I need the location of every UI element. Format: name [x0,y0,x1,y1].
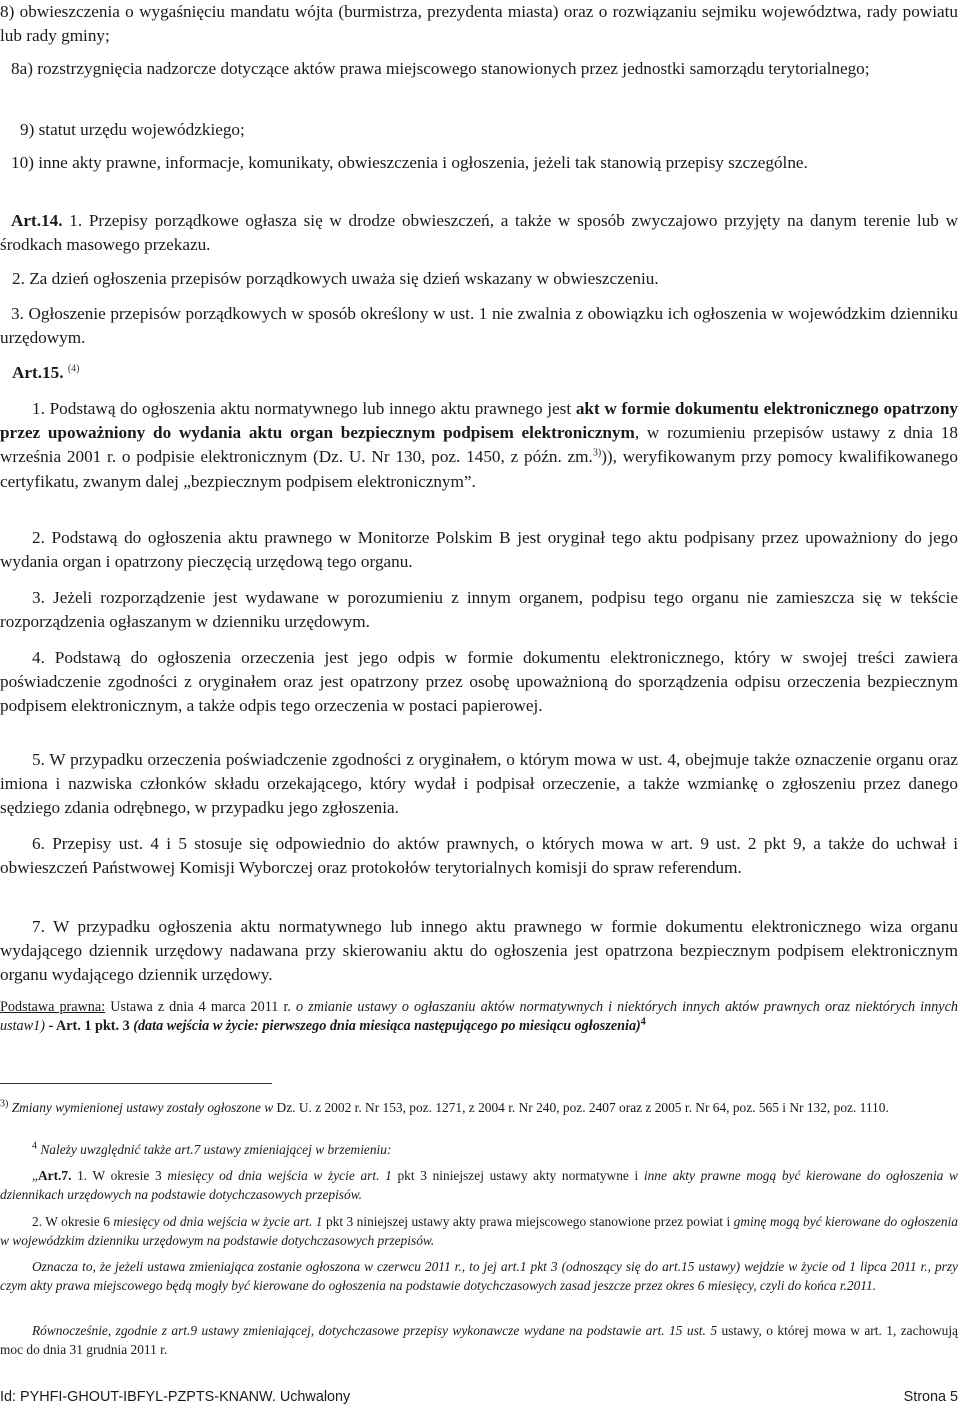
art15-paragraph-7: 7. W przypadku ogłoszenia aktu normatywnego lub innego aktu prawnego w formie dokumentu elektronicznego wiza organu wydającego dziennik urzędowy nadawana przy skierowaniu aktu do ogłoszenia jest opatrzona bezpiecznym podpisem elektronicznym organu wydającego dziennik urzędowy. [0,917,958,985]
art14-paragraph-3: 3. Ogłoszenie przepisów porządkowych w sposób określony w ust. 1 nie zwalnia z obowiązku ich ogłoszenia w wojewódzkim dzienniku urzędowym. [0,304,958,348]
footnote-4-note: Oznacza to, że jeżeli ustawa zmieniająca zostanie ogłoszona w czerwcu 2011 r., to jej art.1 pkt 3 (odnoszący się do art.15 ustawy) wejdzie w życie od 1 lipca 2011 r., przy czym akty prawa miejscowego będą mogły być kierowane do ogłoszenia na podstawie dotychczasowych zasad jeszcze przez okres 6 miesięcy, czyli do końca r.2011. [0,1259,958,1293]
footnote-4: $^4$ Należy uwzględnić także art.7 ustawy zmieniającej w brzemieniu: [32,1140,392,1157]
art15-paragraph-1: 1. Podstawą do ogłoszenia aktu normatywnego lub innego aktu prawnego jest akt w formie dokumentu elektronicznego opatrzony przez upoważniony do wydania aktu organ bezpiecznym podpisem elektronicznym, w rozumieniu przepisów ustawy z dnia 18 września 2001 r. o podpisie elektronicznym (Dz. U. Nr 130, poz. 1450, z późn. zm.$^{3)}$)), weryfikowanym przy pomocy kwalifikowanego certyfikatu, zwanym dalej „bezpiecznym podpisem elektronicznym”. [0,399,958,491]
art15-paragraph-3: 3. Jeżeli rozporządzenie jest wydawane w porozumieniu z innym organem, podpisu tego organu nie zamieszcza się w tekście rozporządzenia ogłaszanym w dzienniku urzędowym. [0,588,958,632]
list-item-9: 9) statut urzędu wojewódzkiego; [20,120,245,139]
footnote-4-closing: Równocześnie, zgodnie z art.9 ustawy zmieniającej, dotychczasowe przepisy wykonawcze wydane na podstawie art. 15 ust. 5 ustawy, o której mowa w art. 1, zachowują moc do dnia 31 grudnia 2011 r. [0,1323,958,1357]
art14-paragraph-1: Art.14. 1. Przepisy porządkowe ogłasza się w drodze obwieszczeń, a także w sposób zwyczajowo przyjęty na danym terenie lub w środkach masowego przekazu. [0,211,958,255]
list-item-10: 10) inne akty prawne, informacje, komunikaty, obwieszczenia i ogłoszenia, jeżeli tak stanowią przepisy szczególne. [11,153,808,172]
art15-footnote-ref: (4) [67,363,80,375]
footnote-4-art7-p1: „Art.7. 1. W okresie 3 miesięcy od dnia wejścia w życie art. 1 pkt 3 niniejszej ustawy akty normatywne i inne akty prawne mogą być kierowane do ogłoszenia w dziennikach urzędowych na podstawie dotychczasowych przepisów. [0,1168,958,1202]
art15-paragraph-2: 2. Podstawą do ogłoszenia aktu prawnego w Monitorze Polskim B jest oryginał tego aktu podpisany przez upoważniony do jego wydania organ i opatrzony pieczęcią urzędową tego organu. [0,528,958,572]
legal-basis-label: Podstawa prawna: [0,999,106,1015]
art15-paragraph-6: 6. Przepisy ust. 4 i 5 stosuje się odpowiednio do aktów prawnych, o których mowa w art. 9 ust. 2 pkt 9, a także do uchwał i obwieszczeń Państwowej Komisji Wyborczej oraz protokołów terytorialnych komisji do spraw referendum. [0,834,958,878]
art15-paragraph-5: 5. W przypadku orzeczenia poświadczenie zgodności z oryginałem, o którym mowa w ust. 4, obejmuje także oznaczenie organu oraz imiona i nazwiska członków składu orzekającego, który wydał i podpisał orzeczenie, a także wzmiankę o zgłoszeniu przez danego sędziego zdania odrębnego, w przypadku jego zgłoszenia. [0,750,958,818]
art15-heading: Art.15. [12,363,64,382]
footnote-3: $^{3)}$ Zmiany wymienionej ustawy zostały ogłoszone w Dz. U. z 2002 r. Nr 153, poz. 1271, z 2004 r. Nr 240, poz. 2407 oraz z 2005 r. Nr 64, poz. 565 i Nr 132, poz. 1110. [0,1098,889,1115]
art14-paragraph-2: 2. Za dzień ogłoszenia przepisów porządkowych uważa się dzień wskazany w obwieszczeniu. [12,269,659,288]
footnote-4-art7-p2: 2. W okresie 6 miesięcy od dnia wejścia w życie art. 1 pkt 3 niniejszej ustawy akty prawa miejscowego stanowione przez powiat i gminę mogą być kierowane do ogłoszenia w wojewódzkim dzienniku urzędowym na podstawie dotychczasowych przepisów. [0,1214,958,1248]
list-item-8: 8) obwieszczenia o wygaśnięciu mandatu wójta (burmistrza, prezydenta miasta) oraz o rozwiązaniu sejmiku województwa, rady powiatu lub rady gminy; [0,2,958,46]
page-number: Strona 5 [903,1389,958,1405]
list-item-8a: 8a) rozstrzygnięcia nadzorcze dotyczące aktów prawa miejscowego stanowionych przez jednostki samorządu terytorialnego; [11,59,870,78]
legal-basis: Podstawa prawna: Ustawa z dnia 4 marca 2011 r. o zmianie ustawy o ogłaszaniu aktów normatywnych i niektórych innych aktów prawnych oraz niektórych innych ustaw1) - Art. 1 pkt. 3 (data wejścia w życie: pierwszego dnia miesiąca następującego po miesiącu ogłoszenia)$^4$ [0,999,958,1034]
art14-heading: Art.14. [11,211,63,230]
footnote-separator [0,1083,272,1084]
art15-paragraph-4: 4. Podstawą do ogłoszenia orzeczenia jest jego odpis w formie dokumentu elektronicznego, który w swojej treści zawiera poświadczenie zgodności z oryginałem oraz jest opatrzony przez osobę upoważnioną do sporządzenia odpisu orzeczenia bezpiecznym podpisem elektronicznym, a także odpis tego orzeczenia w postaci papierowej. [0,648,958,716]
document-id: Id: PYHFI-GHOUT-IBFYL-PZPTS-KNANW. Uchwalony [0,1389,351,1405]
art15-heading-line [12,361,958,385]
